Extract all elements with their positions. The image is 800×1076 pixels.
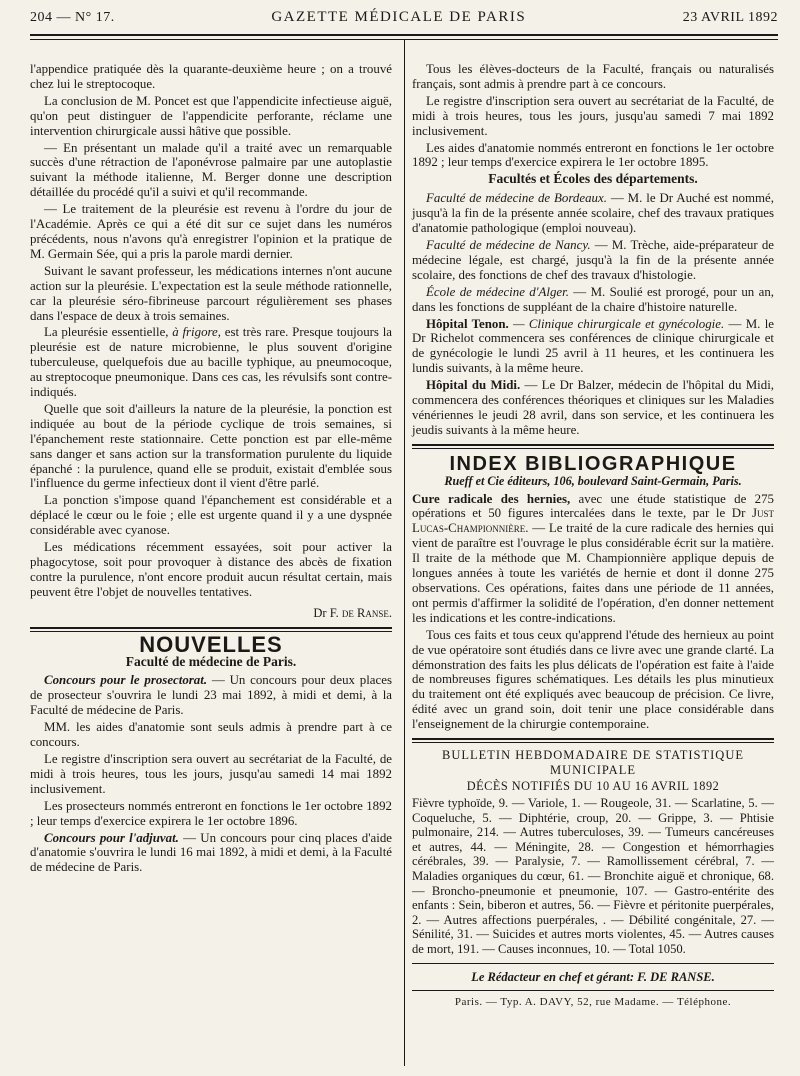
paragraph: Faculté de médecine de Bordeaux. — M. le Dr Auché est nommé, jusqu'à la fin de la présente année scolaire, chef des travaux pratiques d'anatomie pathologique (emploi nouveau). bbox=[412, 191, 774, 236]
paragraph: MM. les aides d'anatomie sont seuls admis à prendre part à ce concours. bbox=[30, 720, 392, 750]
paragraph: École de médecine d'Alger. — M. Soulié est prorogé, pour un an, dans les fonctions de suppléant de la chaire d'histoire naturelle. bbox=[412, 284, 774, 314]
paragraph: Cure radicale des hernies, avec une étude statistique de 275 opérations et 50 figures intercalées dans le texte, par le Dr Just Lucas-Championnière. — Le traité de la cure radicale des hernies qui vient de paraître est l'ouvrage le plus considérable écrit sur la matière. Il traite de la méthode que M. Championnière applique depuis de longues années à toute les variétés de hernie et dont il donne 275 observations. Ces opérations, faites dans une période de 11 années, ont permis d'affirmer la solidité de l'opération, d'en donner nettement les indications et les contre-indications. bbox=[412, 491, 774, 625]
paragraph: Tous les élèves-docteurs de la Faculté, français ou naturalisés français, sont admis à prendre part à ce concours. bbox=[412, 62, 774, 91]
issue-date: 23 AVRIL 1892 bbox=[682, 10, 778, 25]
bulletin-subtitle: DÉCÈS NOTIFIÉS DU 10 AU 16 AVRIL 1892 bbox=[466, 779, 720, 794]
paragraph: Hôpital du Midi. — Le Dr Balzer, médecin de l'hôpital du Midi, commencera des conférences théoriques et cliniques sur les Maladies vénériennes le jeudi 28 avril, dans son service, et les continuera les jeudis suivants à la même heure. bbox=[412, 378, 774, 437]
paragraph: Concours pour le prosectorat. — Un concours pour deux places de prosecteur s'ouvrira le lundi 23 mai 1892, à midi et demi, à la Faculté de médecine de Paris. bbox=[30, 673, 392, 718]
paragraph: Concours pour l'adjuvat. — Un concours pour cinq places d'aide d'anatomie s'ouvrira le lundi 16 mai 1892, à midi et demi, à la Faculté de médecine de Paris. bbox=[30, 830, 392, 875]
paragraph: La pleurésie essentielle, à frigore, est très rare. Presque toujours la pleurésie est de nature microbienne, le plus souvent d'origine tuberculeuse, quelquefois due au bacille typhique, au pneumocoque, au streptocoque pneumonique. Dans ces cas, les révulsifs sont contre-indiqués. bbox=[30, 325, 392, 400]
newspaper-page bbox=[30, 0, 778, 1076]
running-header bbox=[30, 4, 778, 26]
paragraph: Hôpital Tenon. — Clinique chirurgicale et gynécologie. — M. le Dr Richelot commencera ses conférences de clinique chirurgicale et de gynécologie le lundi 25 avril à 11 heures, et les continuera les lundis suivants, à la même heure. bbox=[412, 316, 774, 376]
paragraph: Le registre d'inscription sera ouvert au secrétariat de la Faculté, de midi à trois heures, tous les jours, jusqu'au samedi 7 mai 1892 inclusivement. bbox=[412, 93, 774, 138]
paragraph: Les médications récemment essayées, soit pour activer la phagocytose, soit pour provoquer à distance des abcès de fixation contre la purulence, n'ont encore produit aucun résultat certain, mais peuvent être l'objet de nouvelles tentatives. bbox=[30, 540, 392, 599]
paragraph: — En présentant un malade qu'il a traité avec un remarquable succès d'une rétraction de l'aponévrose palmaire par une autoplastie suivant la méthode italienne, M. Berger donne une description détaillée du procédé qu'il a suivi et qu'il recommande. bbox=[30, 140, 392, 200]
section-rule bbox=[30, 627, 392, 632]
paragraph: — Le traitement de la pleurésie est revenu à l'ordre du jour de l'Académie. Après ce qui a été dit sur ce sujet dans les numéros précédents, nous n'avons qu'à enregistrer l'opinion et la pratique de M. Germain Sée, qui a pris la parole mardi dernier. bbox=[30, 202, 392, 261]
paragraph: Tous ces faits et tous ceux qu'apprend l'étude des hernieux au point de vue opératoire sont étudiés dans ce livre avec une grande clarté. La démonstration des faits les plus délicats de l'opération est faite à l'aide de nombreuses figures schématiques. Les détails les plus minutieux du traitement ont été expliqués avec beaucoup de précision. Ce livre, édité avec un grand soin, doit tenir une place considérable dans l'enseignement de la chirurgie contemporaine. bbox=[412, 627, 774, 732]
page-number: 204 — N° 17. bbox=[30, 10, 115, 25]
imprint-line: Paris. — Typ. A. DAVY, 52, rue Madame. — Téléphone. bbox=[454, 996, 732, 1009]
paragraph: l'appendice pratiquée dès la quarante-deuxième heure ; on a trouvé chez lui le streptocoque. bbox=[30, 62, 392, 91]
paragraph: Les aides d'anatomie nommés entreront en fonctions le 1er octobre 1892 ; leur temps d'exercice expirera le 1er octobre 1895. bbox=[412, 140, 774, 170]
redacteur-line: Le Rédacteur en chef et gérant: F. DE RANSE. bbox=[471, 969, 715, 984]
paragraph: Suivant le savant professeur, les médications internes n'ont aucune action sur la pleurésie. L'expectation est la seule méthode rationnelle, car la pleurésie séro-fibrineuse parcourt régulièrement ses phases dans l'espace de deux à trois semaines. bbox=[30, 263, 392, 323]
bulletin-title: BULLETIN HEBDOMADAIRE DE STATISTIQUE MUNICIPALE bbox=[442, 748, 744, 778]
paragraph: Quelle que soit d'ailleurs la nature de la pleurésie, la ponction est indiquée au bout de la période cyclique de trois semaines, si l'épanchement reste stationnaire. Cette ponction est par elle-même sans danger et sans action sur la transformation purulente du liquide épanché : la purulence, quand elle se produit, existait d'emblée sous l'influence du germe infectieux dont il vient d'être parlé. bbox=[30, 401, 392, 491]
paragraph: Les prosecteurs nommés entreront en fonctions le 1er octobre 1892 ; leur temps d'exercice expirera le 1er octobre 1896. bbox=[30, 798, 392, 828]
index-publisher: Rueff et Cie éditeurs, 106, boulevard Saint-Germain, Paris. bbox=[444, 473, 742, 488]
index-title: INDEX BIBLIOGRAPHIQUE bbox=[449, 452, 737, 475]
paragraph: Le registre d'inscription sera ouvert au secrétariat de la Faculté, de midi à trois heures, tous les jours, jusqu'au samedi 14 mai 1892 inclusivement. bbox=[30, 751, 392, 796]
paragraph: La ponction s'impose quand l'épanchement est considérable et a déplacé le cœur ou le foie ; elle est urgente quand il y a une dyspnée considérable avec cyanose. bbox=[30, 493, 392, 538]
faculte-paris-heading: Faculté de médecine de Paris. bbox=[125, 653, 297, 669]
nouvelles-title: NOUVELLES bbox=[139, 631, 283, 657]
paragraph: La conclusion de M. Poncet est que l'appendicite infectieuse aiguë, qu'on peut distinguer de l'appendicite perforante, réclame une intervention chirurgicale aussi hâtive que possible. bbox=[30, 93, 392, 138]
statistics-block bbox=[412, 796, 774, 957]
left-column bbox=[30, 62, 392, 875]
signature: Dr F. de Ranse. bbox=[313, 605, 392, 620]
statistics-text: Fièvre typhoïde, 9. — Variole, 1. — Rougeole, 31. — Scarlatine, 5. — Coqueluche, 5. — Diphtérie, croup, 20. — Grippe, 3. — Phtisie pulmonaire, 214. — Autres tuberculoses, 39. — Tumeurs cancéreuses et autres, 44. — Méningite, 28. — Congestion et hémorrhagies cérébrales, 39. — Paralysie, 7. — Ramollissement cérébral, 7. — Maladies organiques du cœur, 61. — Bronchite aiguë et chronique, 68. — Broncho-pneumonie et pneumonie, 107. — Gastro-entérite des enfants : Sein, biberon et autres, 56. — Fièvre et péritonite puerpérales, 2. — Autres affections puerpérales, . — Débilité congénitale, 27. — Sénilité, 31. — Suicides et autres morts violentes, 45. — Autres causes de mort, 191. — Causes inconnues, 10. — Total 1050. bbox=[412, 795, 774, 956]
journal-title: GAZETTE MÉDICALE DE PARIS bbox=[271, 9, 527, 25]
facultes-heading: Facultés et Écoles des départements. bbox=[488, 171, 698, 187]
right-column bbox=[412, 62, 774, 1010]
section-rule bbox=[412, 738, 774, 743]
column-rule bbox=[404, 40, 405, 1066]
paragraph: Faculté de médecine de Nancy. — M. Trèche, aide-préparateur de médecine légale, est chargé, jusqu'à la fin de la présente année scolaire, des fonctions de chef des travaux d'histologie. bbox=[412, 237, 774, 282]
section-rule bbox=[412, 990, 774, 991]
section-rule bbox=[412, 963, 774, 964]
section-rule bbox=[412, 444, 774, 449]
